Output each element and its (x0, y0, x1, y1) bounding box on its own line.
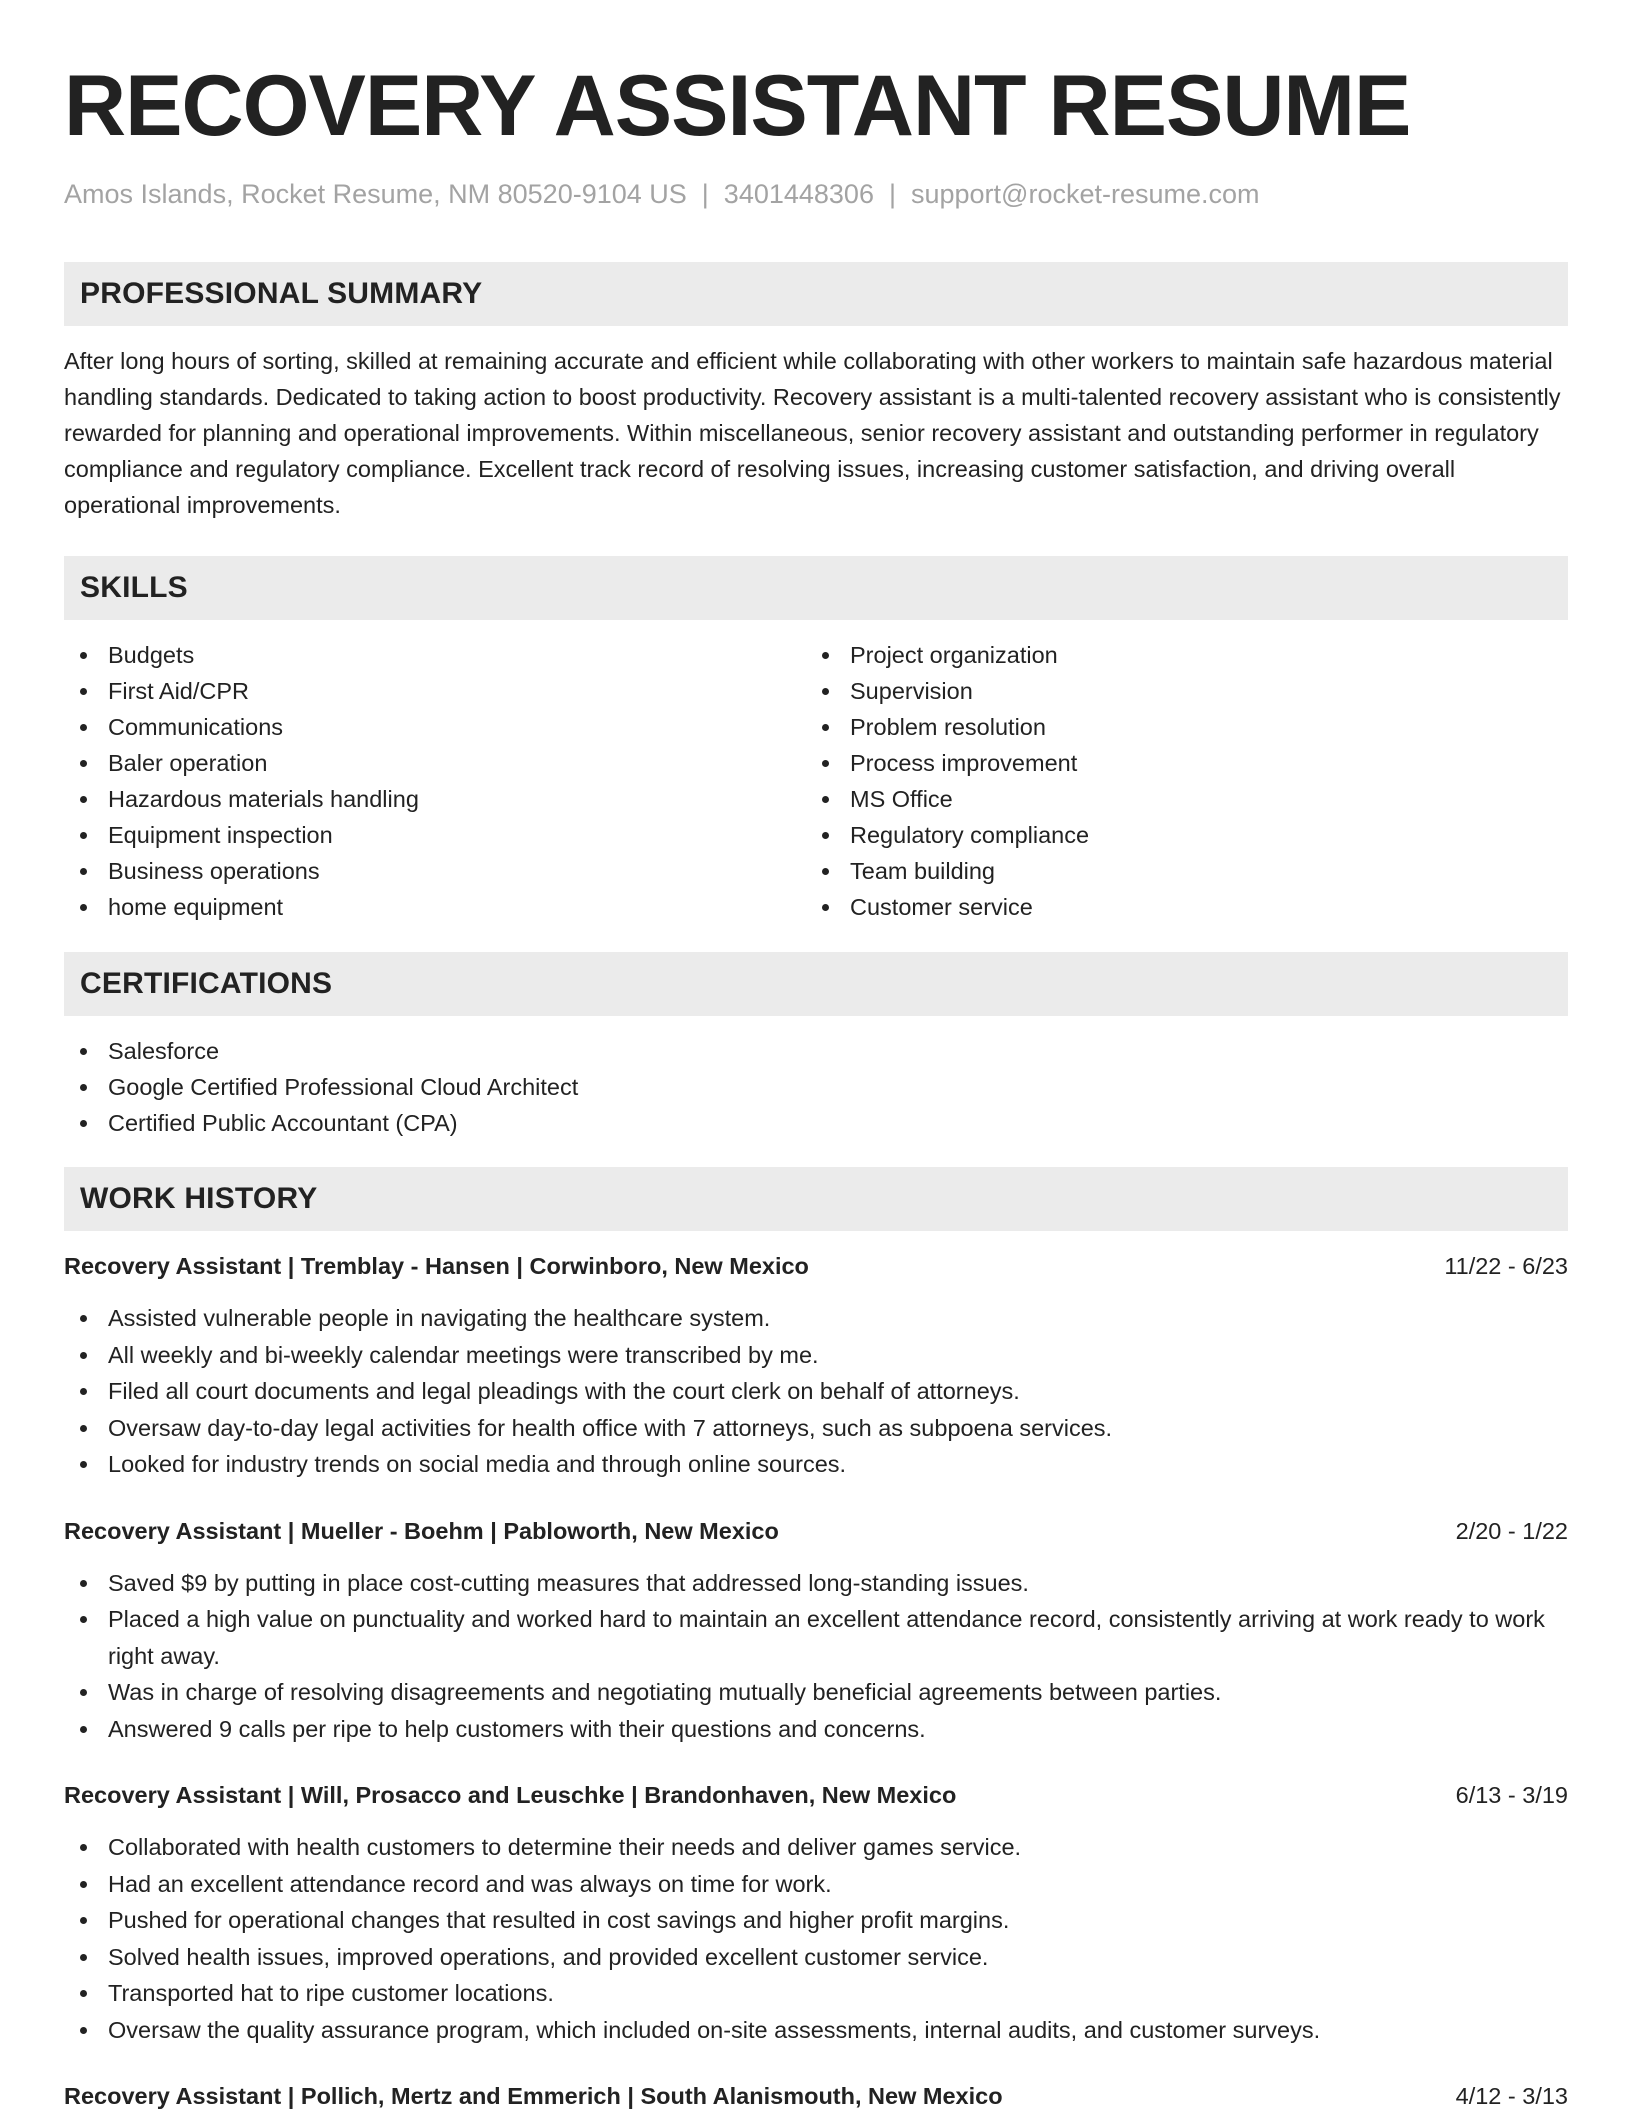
skill-item: Regulatory compliance (806, 817, 1548, 853)
job-bullet: Looked for industry trends on social media and through online sources. (64, 1446, 1568, 1483)
certification-item: Salesforce (64, 1033, 1568, 1069)
job-header (64, 2078, 1568, 2112)
skills-column-right (806, 637, 1548, 925)
contact-separator: | (888, 179, 896, 209)
resume-title: RECOVERY ASSISTANT RESUME (64, 58, 1411, 154)
job-bullets (64, 1829, 1568, 2048)
contact-address: Amos Islands, Rocket Resume, NM 80520-9104 US (64, 179, 687, 209)
contact-separator: | (701, 179, 709, 209)
skill-item: Budgets (64, 637, 806, 673)
skill-item: First Aid/CPR (64, 673, 806, 709)
job-bullet: Had an excellent attendance record and was always on time for work. (64, 1866, 1568, 1903)
job-dates: 2/20 - 1/22 (1455, 1517, 1568, 1544)
certification-item: Certified Public Accountant (CPA) (64, 1105, 1568, 1141)
certifications-list (64, 1033, 1568, 1141)
job-bullet: Was in charge of resolving disagreements and negotiating mutually beneficial agreements between parties. (64, 1674, 1568, 1711)
job-bullet: Transported hat to ripe customer locations. (64, 1975, 1568, 2012)
contact-line (64, 179, 1568, 210)
job-title: Recovery Assistant | Mueller - Boehm | Pabloworth, New Mexico (64, 1517, 779, 1544)
job-title: Recovery Assistant | Tremblay - Hansen | Corwinboro, New Mexico (64, 1253, 809, 1279)
skill-item: Hazardous materials handling (64, 781, 806, 817)
contact-phone: 3401448306 (723, 179, 874, 209)
skill-item: MS Office (806, 781, 1548, 817)
job-bullet: Collaborated with health customers to determine their needs and deliver games service. (64, 1829, 1568, 1866)
job-dates: 4/12 - 3/13 (1455, 2083, 1568, 2109)
summary-text: After long hours of sorting, skilled at remaining accurate and efficient while collaborating with other workers to maintain safe hazardous material handling standards. Dedicated to taking action to boost productivity. Recovery assistant is a multi-talented recovery assistant who is consistently rewarded for planning and operational improvements. Within miscellaneous, senior recovery assistant and outstanding performer in regulatory compliance and regulatory compliance. Excellent track record of resolving issues, increasing customer satisfaction, and driving overall operational improvements. (64, 348, 1561, 518)
job-title: Recovery Assistant | Will, Prosacco and Leuschke | Brandonhaven, New Mexico (64, 1782, 957, 1808)
contact-email: support@rocket-resume.com (910, 179, 1260, 209)
job-entry (64, 1513, 1568, 1748)
certifications-heading: CERTIFICATIONS (64, 952, 1568, 1016)
job-header (64, 1248, 1568, 1284)
certification-item: Google Certified Professional Cloud Architect (64, 1069, 1568, 1105)
skill-item: Customer service (806, 889, 1548, 925)
skill-item: Equipment inspection (64, 817, 806, 853)
job-bullet: Oversaw day-to-day legal activities for health office with 7 attorneys, such as subpoena services. (64, 1410, 1568, 1447)
skill-item: Baler operation (64, 745, 806, 781)
skill-item: Business operations (64, 853, 806, 889)
summary-heading: PROFESSIONAL SUMMARY (64, 262, 1568, 326)
job-bullet: Placed a high value on punctuality and worked hard to maintain an excellent attendance record, consistently arriving at work ready to work right away. (64, 1601, 1568, 1674)
skill-item: Problem resolution (806, 709, 1548, 745)
skill-item: Process improvement (806, 745, 1548, 781)
skill-item: home equipment (64, 889, 806, 925)
job-bullet: All weekly and bi-weekly calendar meetings were transcribed by me. (64, 1337, 1568, 1374)
skills-heading: SKILLS (64, 556, 1568, 620)
skill-item: Communications (64, 709, 806, 745)
job-bullets (64, 1300, 1568, 1483)
job-bullet: Filed all court documents and legal pleadings with the court clerk on behalf of attorneys. (64, 1373, 1568, 1410)
job-bullet: Pushed for operational changes that resulted in cost savings and higher profit margins. (64, 1902, 1568, 1939)
work-history-heading: WORK HISTORY (64, 1167, 1568, 1231)
job-bullet: Oversaw the quality assurance program, which included on-site assessments, internal audits, and customer surveys. (64, 2012, 1568, 2049)
skills-column-left (64, 637, 806, 925)
job-entry (64, 1248, 1568, 1483)
job-title: Recovery Assistant | Pollich, Mertz and Emmerich | South Alanismouth, New Mexico (64, 2083, 1003, 2109)
skills-list (64, 637, 1568, 925)
job-header (64, 1777, 1568, 1813)
skill-item: Team building (806, 853, 1548, 889)
skill-item: Project organization (806, 637, 1548, 673)
job-bullet: Answered 9 calls per ripe to help customers with their questions and concerns. (64, 1711, 1568, 1748)
job-entry (64, 2078, 1568, 2112)
job-header (64, 1513, 1568, 1549)
job-entry (64, 1777, 1568, 2048)
skill-item: Supervision (806, 673, 1548, 709)
job-dates: 11/22 - 6/23 (1444, 1253, 1568, 1279)
job-dates: 6/13 - 3/19 (1455, 1782, 1568, 1808)
job-bullet: Assisted vulnerable people in navigating the healthcare system. (64, 1300, 1568, 1337)
job-bullets (64, 1565, 1568, 1748)
job-bullet: Solved health issues, improved operations, and provided excellent customer service. (64, 1939, 1568, 1976)
job-bullet: Saved $9 by putting in place cost-cutting measures that addressed long-standing issues. (64, 1565, 1568, 1602)
